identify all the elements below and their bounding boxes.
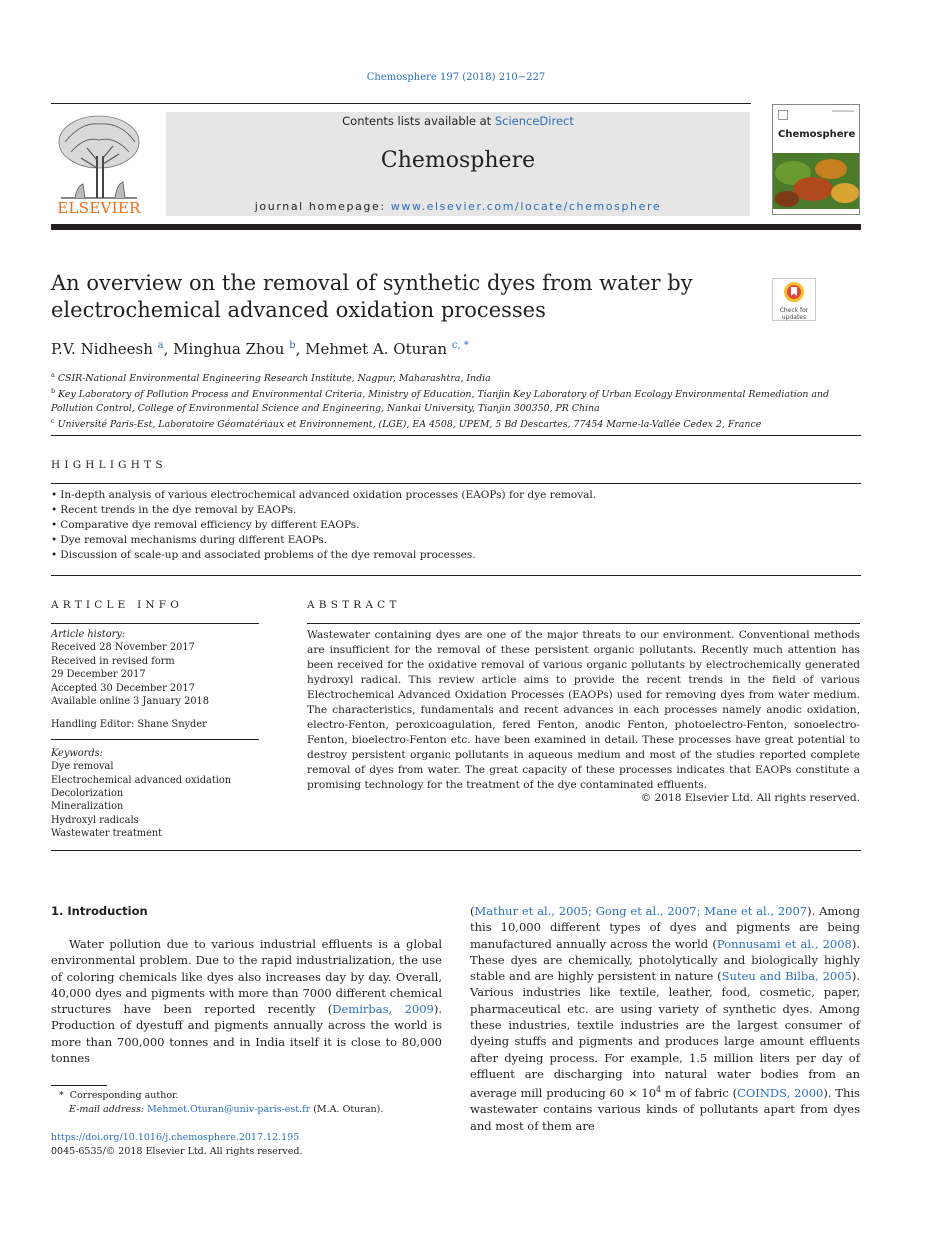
journal-title: Chemosphere [380,148,536,173]
introduction-paragraph-right [470,903,860,1134]
check-updates-icon [783,281,805,303]
abstract-text: Wastewater containing dyes are one of the major threats to our environment. Conventional methods are insufficient for the removal of these persistent organic pollutants. Recently much attention has been received for the oxidative removal of various organic pollutants by electrochemically generated hydroxyl radical. This review article aims to provide the recent trends in the field of various Electrochemical Advanced Oxidation Processes (EAOPs) used for removing dyes from water medium. The characteristics, fundamentals and recent advances in each processes namely anodic oxidation, electro-Fenton, peroxicoagulation, fered Fenton, anodic Fenton, photoelectro-Fenton, sonoelectro-Fenton, bioelectro-Fenton etc. have been examined in detail. These processes have great potential to destroy persistent organic pollutants in aqueous medium and most of the studies reported complete removal of dyes from water. The great capacity of these processes indicates that EAOPs constitute a promising technology for the treatment of the dye contaminated effluents. [307,629,860,791]
author-affiliation-mark[interactable]: b [289,340,296,351]
keyword: Hydroxyl radicals [51,814,139,826]
text-run: ). Production of dyestuff and pigments annually across the world is more than 700,000 tonnes and in India itself it is close to 80,000 tonnes [51,1002,442,1066]
citation-link[interactable]: Ponnusami et al., 2008 [716,936,852,951]
section-rule [51,483,861,484]
journal-banner [166,112,750,216]
section-rule [51,435,861,436]
introduction-paragraph-left [51,936,442,1066]
keyword: Dye removal [51,761,114,773]
introduction-heading: 1. Introduction [51,904,148,918]
superscript: 4 [656,1085,662,1095]
affiliation-c [51,415,861,431]
highlight-item: • Comparative dye removal efficiency by different EAOPs. [51,518,861,533]
homepage-line [166,200,750,213]
text-run: ). This wastewater contains various kinds of pollutants apart from dyes and most of them are [470,1086,860,1133]
sciencedirect-link[interactable]: ScienceDirect [494,114,574,128]
author-affiliation-mark[interactable]: c, * [451,340,469,351]
highlight-item: • Dye removal mechanisms during different EAOPs. [51,533,861,548]
keyword: Mineralization [51,801,124,813]
journal-citation[interactable]: Chemosphere 197 (2018) 210−227 [366,72,546,83]
affiliation-a [51,369,861,385]
keyword: Wastewater treatment [51,828,163,840]
author-list: P.V. Nidheesh $^a$, Minghua Zhou $^b$, Mehmet A. Oturan $^{c, *}$ [51,340,469,358]
handling-editor: Handling Editor: Shane Snyder [51,719,207,731]
author-name[interactable]: Minghua Zhou [173,340,285,358]
elsevier-wordmark: ELSEVIER [57,199,141,217]
affiliation-text: Université Paris-Est, Laboratoire Géomatériaux et Environnement, (LGE), EA 4508, UPEM, 5 Bd Descartes, 77454 Marne-la-Vallée Cedex 2, France [57,419,762,431]
affiliation-mark: a [51,371,55,379]
affiliations [51,369,861,432]
text-run: m of fabric ( [661,1086,738,1101]
section-rule [51,850,861,851]
cover-title: Chemosphere [778,129,856,140]
keyword: Electrochemical advanced oxidation [51,774,232,786]
article-info-heading: ARTICLE INFO [51,599,184,611]
history-line: Received 28 November 2017 [51,642,195,654]
affiliation-text: Key Laboratory of Pollution Process and Environmental Criteria, Ministry of Education, Tianjin Key Laboratory of Urban Ecology Environmental Remediation and Pollution Control, College of Environmental Science and Engineering, Nankai University, Tianjin 300350, PR China [51,389,830,414]
history-line: 29 December 2017 [51,669,146,681]
keyword: Decolorization [51,788,124,800]
email-label: E-mail address: [69,1104,148,1115]
abstract-heading: ABSTRACT [307,599,401,611]
check-updates-label: Check for updates [779,307,809,321]
issn-line: 0045-6535/© 2018 Elsevier Ltd. All rights reserved. [51,1146,303,1157]
text-run: Water pollution due to various industrial effluents is a global environmental problem. Due to the rapid industrialization, the use of coloring chemicals like dyes also increases day by day. Overall, 40,000 dyes and pigments with more than 7000 different chemical structures have been reported recently ( [51,937,442,1017]
highlights-list [51,488,861,563]
keywords-rule [51,739,259,740]
citation-link[interactable]: Suteu and Bilba, 2005 [721,969,852,984]
history-line: Accepted 30 December 2017 [51,682,195,694]
highlight-item: • In-depth analysis of various electrochemical advanced oxidation processes (EAOPs) for dye removal. [51,488,861,503]
citation-link[interactable]: Demirbas, 2009 [332,1002,434,1017]
author-name[interactable]: P.V. Nidheesh [51,340,153,358]
text-run: ( [470,904,475,918]
abstract-rule [307,623,860,624]
text-run: ). Among this 10,000 different types of dyes and pigments are being manufactured annually across the world ( [470,904,860,951]
text-run: ). These dyes are chemically, photolytically and biologically highly stable and are highly persistent in nature ( [470,936,860,984]
header-thick-rule [51,224,861,230]
cover-logo-icon [778,110,788,120]
affiliation-mark: c [51,417,55,426]
email-link[interactable]: Mehmet.Oturan@univ-paris-est.fr [147,1104,311,1115]
cover-leaves-image [773,153,860,209]
author-affiliation-mark[interactable]: a [157,340,164,351]
article-title: An overview on the removal of synthetic dyes from water by electrochemical advanced oxidation processes [51,271,693,322]
abstract-copyright: © 2018 Elsevier Ltd. All rights reserved. [640,792,860,804]
footnote-label: Corresponding author. [69,1090,179,1101]
footnote-rule [51,1085,107,1086]
corresponding-author-note [51,1089,451,1103]
header-rule [51,103,751,104]
elsevier-logo[interactable] [51,112,147,217]
check-for-updates-badge[interactable] [772,278,816,321]
journal-homepage-link[interactable]: www.elsevier.com/locate/chemosphere [390,200,662,213]
email-line [51,1103,451,1117]
history-label: Article history: [51,629,126,640]
email-suffix: (M.A. Oturan). [310,1104,384,1115]
doi-block [51,1131,303,1159]
affiliation-b [51,385,861,415]
affiliation-mark: b [51,387,56,396]
elsevier-tree-icon [51,112,147,200]
article-info-block [51,628,259,841]
affiliation-text: CSIR-National Environmental Engineering Research Institute, Nagpur, Maharashtra, India [57,373,491,385]
text-run: ). Various industries like textile, leather, food, cosmetic, paper, pharmaceutical etc. are using variety of synthetic dyes. Among these industries, textile industries are the largest consumer of dyeing stuffs and pigments and produces large amount effluents after dyeing process. For example, 1.5 million liters per day of effluent are discharging into natural water bodies from an average mill producing 60 × 10 [470,969,861,1101]
highlights-heading: HIGHLIGHTS [51,459,167,471]
history-line: Received in revised form [51,655,175,667]
homepage-prefix: journal homepage: [254,200,391,213]
doi-link[interactable]: https://doi.org/10.1016/j.chemosphere.2017.12.195 [51,1132,300,1143]
article-info-rule [51,623,259,624]
highlight-item: • Recent trends in the dye removal by EAOPs. [51,503,861,518]
contents-prefix: Contents lists available at [342,114,495,128]
footnote-mark: * [59,1090,64,1101]
contents-line [166,114,750,128]
footnote [51,1089,451,1117]
keywords-label: Keywords: [51,747,103,759]
section-rule [51,575,861,576]
journal-cover-thumbnail[interactable] [772,104,860,215]
history-line: Available online 3 January 2018 [51,696,210,708]
citation-link[interactable]: Mathur et al., 2005; Gong et al., 2007; Mane et al., 2007 [474,904,808,918]
cover-text-mark [832,110,854,112]
citation-link[interactable]: COINDS, 2000 [737,1086,824,1101]
highlight-item: • Discussion of scale-up and associated problems of the dye removal processes. [51,548,861,563]
author-name[interactable]: Mehmet A. Oturan [305,340,448,358]
